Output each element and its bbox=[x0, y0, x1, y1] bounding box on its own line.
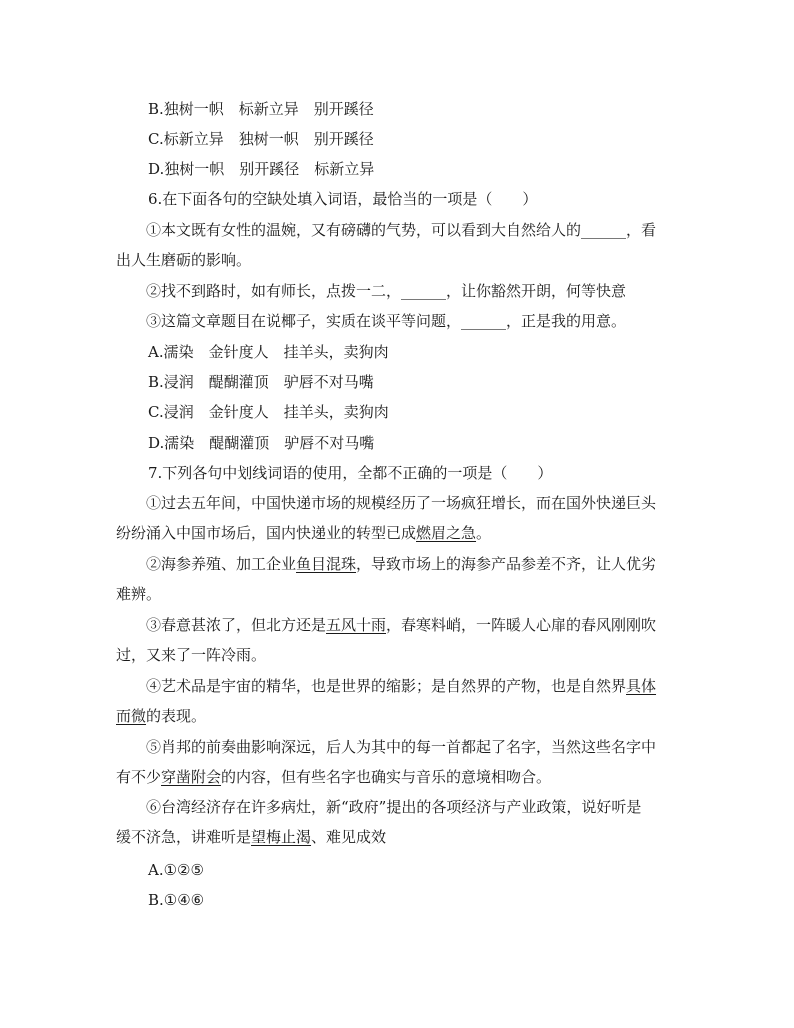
q7-sentence-1-cont: 纷纷涌入中国市场后，国内快递业的转型已成燃眉之急。 bbox=[116, 524, 492, 542]
q7-sentence-4-cont: 而微的表现。 bbox=[116, 707, 207, 725]
q6-sentence-2: ②找不到路时，如有师长，点拨一二，______，让你豁然开朗，何等快意 bbox=[146, 282, 627, 300]
q6-option-d: D.濡染 醍醐灌顶 驴唇不对马嘴 bbox=[148, 434, 375, 452]
q7-option-b: B.①④⑥ bbox=[148, 891, 205, 909]
underlined-phrase: 五风十雨 bbox=[326, 616, 387, 634]
q7-sentence-5-cont: 有不少穿凿附会的内容，但有些名字也确实与音乐的意境相吻合。 bbox=[116, 768, 552, 786]
q6-option-b: B.浸润 醍醐灌顶 驴唇不对马嘴 bbox=[148, 373, 374, 391]
q5-option-d: D.独树一帜 别开蹊径 标新立异 bbox=[148, 160, 375, 178]
q6-stem: 6.在下面各句的空缺处填入词语，最恰当的一项是（ ） bbox=[148, 190, 538, 208]
q7-sentence-2: ②海参养殖、加工企业鱼目混珠，导致市场上的海参产品参差不齐，让人优劣 bbox=[146, 555, 657, 573]
underlined-phrase: 望梅止渴 bbox=[251, 828, 312, 846]
q7-sentence-6: ⑥台湾经济存在许多病灶，新“政府”提出的各项经济与产业政策，说好听是 bbox=[146, 798, 642, 816]
q6-option-c: C.浸润 金针度人 挂羊头，卖狗肉 bbox=[148, 403, 389, 421]
q7-sentence-1: ①过去五年间，中国快递市场的规模经历了一场疯狂增长，而在国外快递巨头 bbox=[146, 494, 657, 512]
q7-option-a: A.①②⑤ bbox=[148, 861, 204, 879]
q6-sentence-1: ①本文既有女性的温婉，又有磅礴的气势，可以看到大自然给人的______，看 bbox=[146, 221, 657, 239]
underlined-phrase: 具体 bbox=[626, 677, 657, 695]
underlined-phrase: 穿凿附会 bbox=[161, 768, 222, 786]
underlined-phrase: 鱼目混珠 bbox=[296, 555, 357, 573]
q6-sentence-3: ③这篇文章题目在说椰子，实质在谈平等问题，______，正是我的用意。 bbox=[146, 312, 627, 330]
q5-option-b: B.独树一帜 标新立异 别开蹊径 bbox=[148, 100, 374, 118]
q6-option-a: A.濡染 金针度人 挂羊头，卖狗肉 bbox=[148, 343, 389, 361]
q6-sentence-1-cont: 出人生磨砺的影响。 bbox=[116, 251, 252, 269]
q7-sentence-3-cont: 过，又来了一阵冷雨。 bbox=[116, 646, 267, 664]
q7-sentence-5: ⑤肖邦的前奏曲影响深远，后人为其中的每一首都起了名字，当然这些名字中 bbox=[146, 738, 657, 756]
q5-option-c: C.标新立异 独树一帜 别开蹊径 bbox=[148, 130, 374, 148]
q7-sentence-4: ④艺术品是宇宙的精华，也是世界的缩影；是自然界的产物，也是自然界具体 bbox=[146, 677, 657, 695]
q7-stem: 7.下列各句中划线词语的使用，全都不正确的一项是（ ） bbox=[148, 464, 553, 482]
underlined-phrase: 燃眉之急 bbox=[416, 524, 477, 542]
q7-sentence-2-cont: 难辨。 bbox=[116, 585, 162, 603]
q7-sentence-3: ③春意甚浓了，但北方还是五风十雨，春寒料峭，一阵暖人心扉的春风刚刚吹 bbox=[146, 616, 657, 634]
underlined-phrase: 而微 bbox=[116, 707, 147, 725]
q7-sentence-6-cont: 缓不济急，讲难听是望梅止渴、难见成效 bbox=[116, 828, 387, 846]
